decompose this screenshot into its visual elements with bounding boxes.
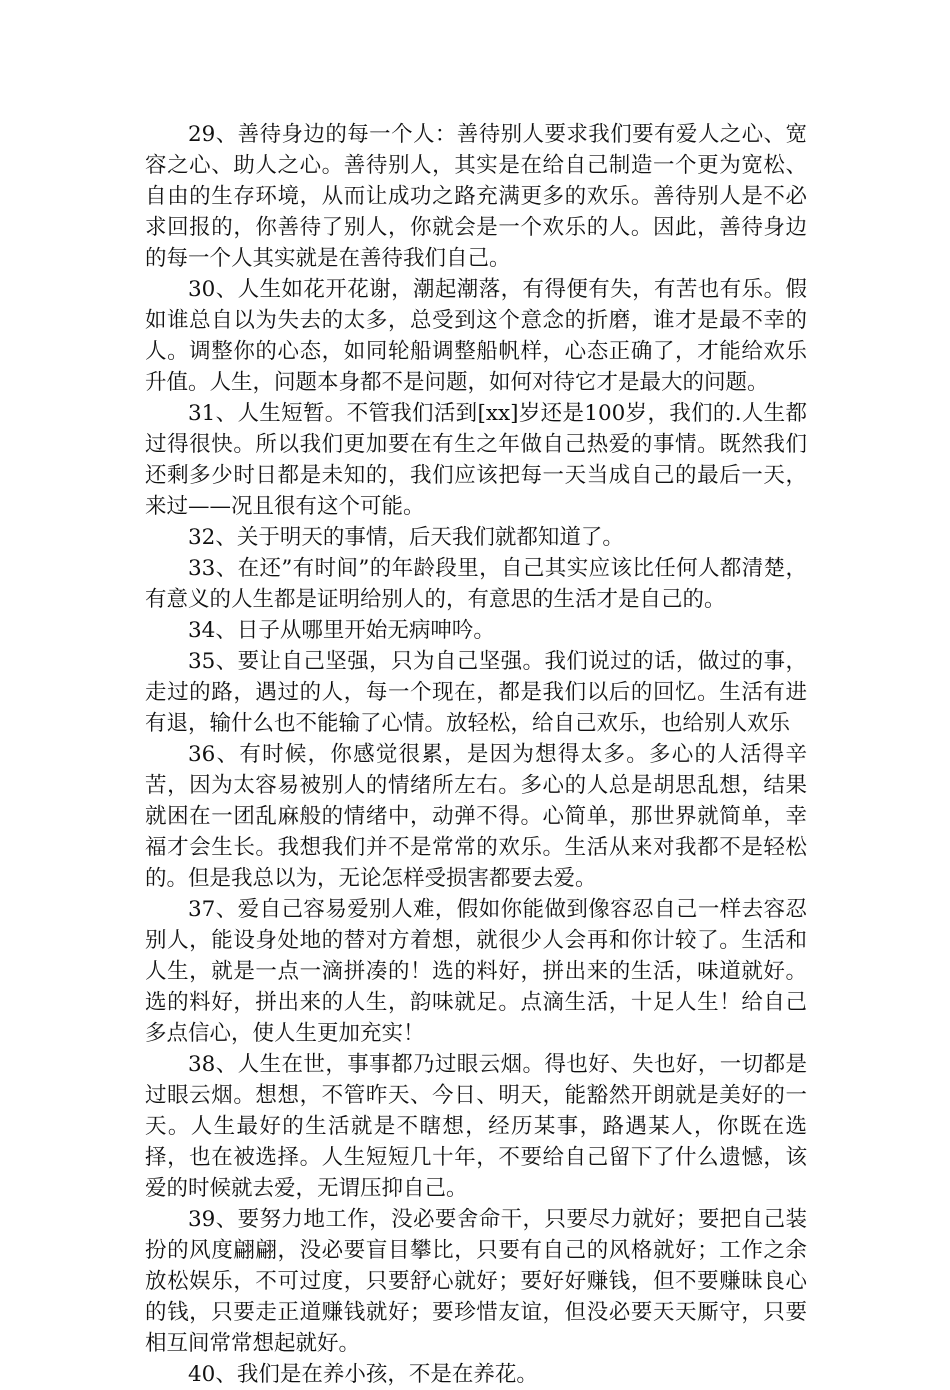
- paragraph-37: 37、爱自己容易爱别人难，假如你能做到像容忍自己一样去容忍别人，能设身处地的替对方着想，就很少人会再和你计较了。生活和人生，就是一点一滴拼凑的！选的料好，拼出来的生活，味道就好。选的料好，拼出来的人生，韵味就足。点滴生活，十足人生！给自己多点信心，使人生更加充实！: [145, 897, 807, 1046]
- paragraph-40: 40、我们是在养小孩，不是在养花。: [188, 1362, 538, 1387]
- paragraph-31: 31、人生短暂。不管我们活到[xx]岁还是100岁，我们的.人生都过得很快。所以我们更加要在有生之年做自己热爱的事情。既然我们还剩多少时日都是未知的，我们应该把每一天当成自己的最后一天，来过——况且很有这个可能。: [145, 401, 807, 519]
- paragraph-35: 35、要让自己坚强，只为自己坚强。我们说过的话，做过的事，走过的路，遇过的人，每一个现在，都是我们以后的回忆。生活有进有退，输什么也不能输了心情。放轻松，给自己欢乐，也给别人欢乐: [145, 649, 807, 736]
- paragraph-30: 30、人生如花开花谢，潮起潮落，有得便有失，有苦也有乐。假如谁总自以为失去的太多，总受到这个意念的折磨，谁才是最不幸的人。调整你的心态，如同轮船调整船帆样，心态正确了，才能给欢乐升值。人生，问题本身都不是问题，如何对待它才是最大的问题。: [145, 277, 807, 395]
- paragraph-36: 36、有时候，你感觉很累，是因为想得太多。多心的人活得辛苦，因为太容易被别人的情绪所左右。多心的人总是胡思乱想，结果就困在一团乱麻般的情绪中，动弹不得。心简单，那世界就简单，幸福才会生长。我想我们并不是常常的欢乐。生活从来对我都不是轻松的。但是我总以为，无论怎样受损害都要去爱。: [145, 742, 807, 891]
- paragraph-29: 29、善待身边的每一个人：善待别人要求我们要有爱人之心、宽容之心、助人之心。善待别人，其实是在给自己制造一个更为宽松、自由的生存环境，从而让成功之路充满更多的欢乐。善待别人是不必求回报的，你善待了别人，你就会是一个欢乐的人。因此，善待身边的每一个人其实就是在善待我们自己。: [145, 122, 807, 271]
- paragraph-32: 32、关于明天的事情，后天我们就都知道了。: [188, 525, 624, 550]
- paragraph-33: 33、在还”有时间”的年龄段里，自己其实应该比任何人都清楚，有意义的人生都是证明给别人的，有意思的生活才是自己的。: [145, 556, 807, 612]
- paragraph-38: 38、人生在世，事事都乃过眼云烟。得也好、失也好，一切都是过眼云烟。想想，不管昨天、今日、明天，能豁然开朗就是美好的一天。人生最好的生活就是不瞎想，经历某事，路遇某人，你既在选择，也在被选择。人生短短几十年，不要给自己留下了什么遗憾，该爱的时候就去爱，无谓压抑自己。: [145, 1052, 807, 1201]
- document-page: [145, 119, 807, 1390]
- paragraph-39: 39、要努力地工作，没必要舍命干，只要尽力就好；要把自己装扮的风度翩翩，没必要盲目攀比，只要有自己的风格就好；工作之余放松娱乐，不可过度，只要舒心就好；要好好赚钱，但不要赚昧良心的钱，只要走正道赚钱就好；要珍惜友谊，但没必要天天厮守，只要相互间常常想起就好。: [145, 1207, 807, 1356]
- paragraph-34: 34、日子从哪里开始无病呻吟。: [188, 618, 495, 643]
